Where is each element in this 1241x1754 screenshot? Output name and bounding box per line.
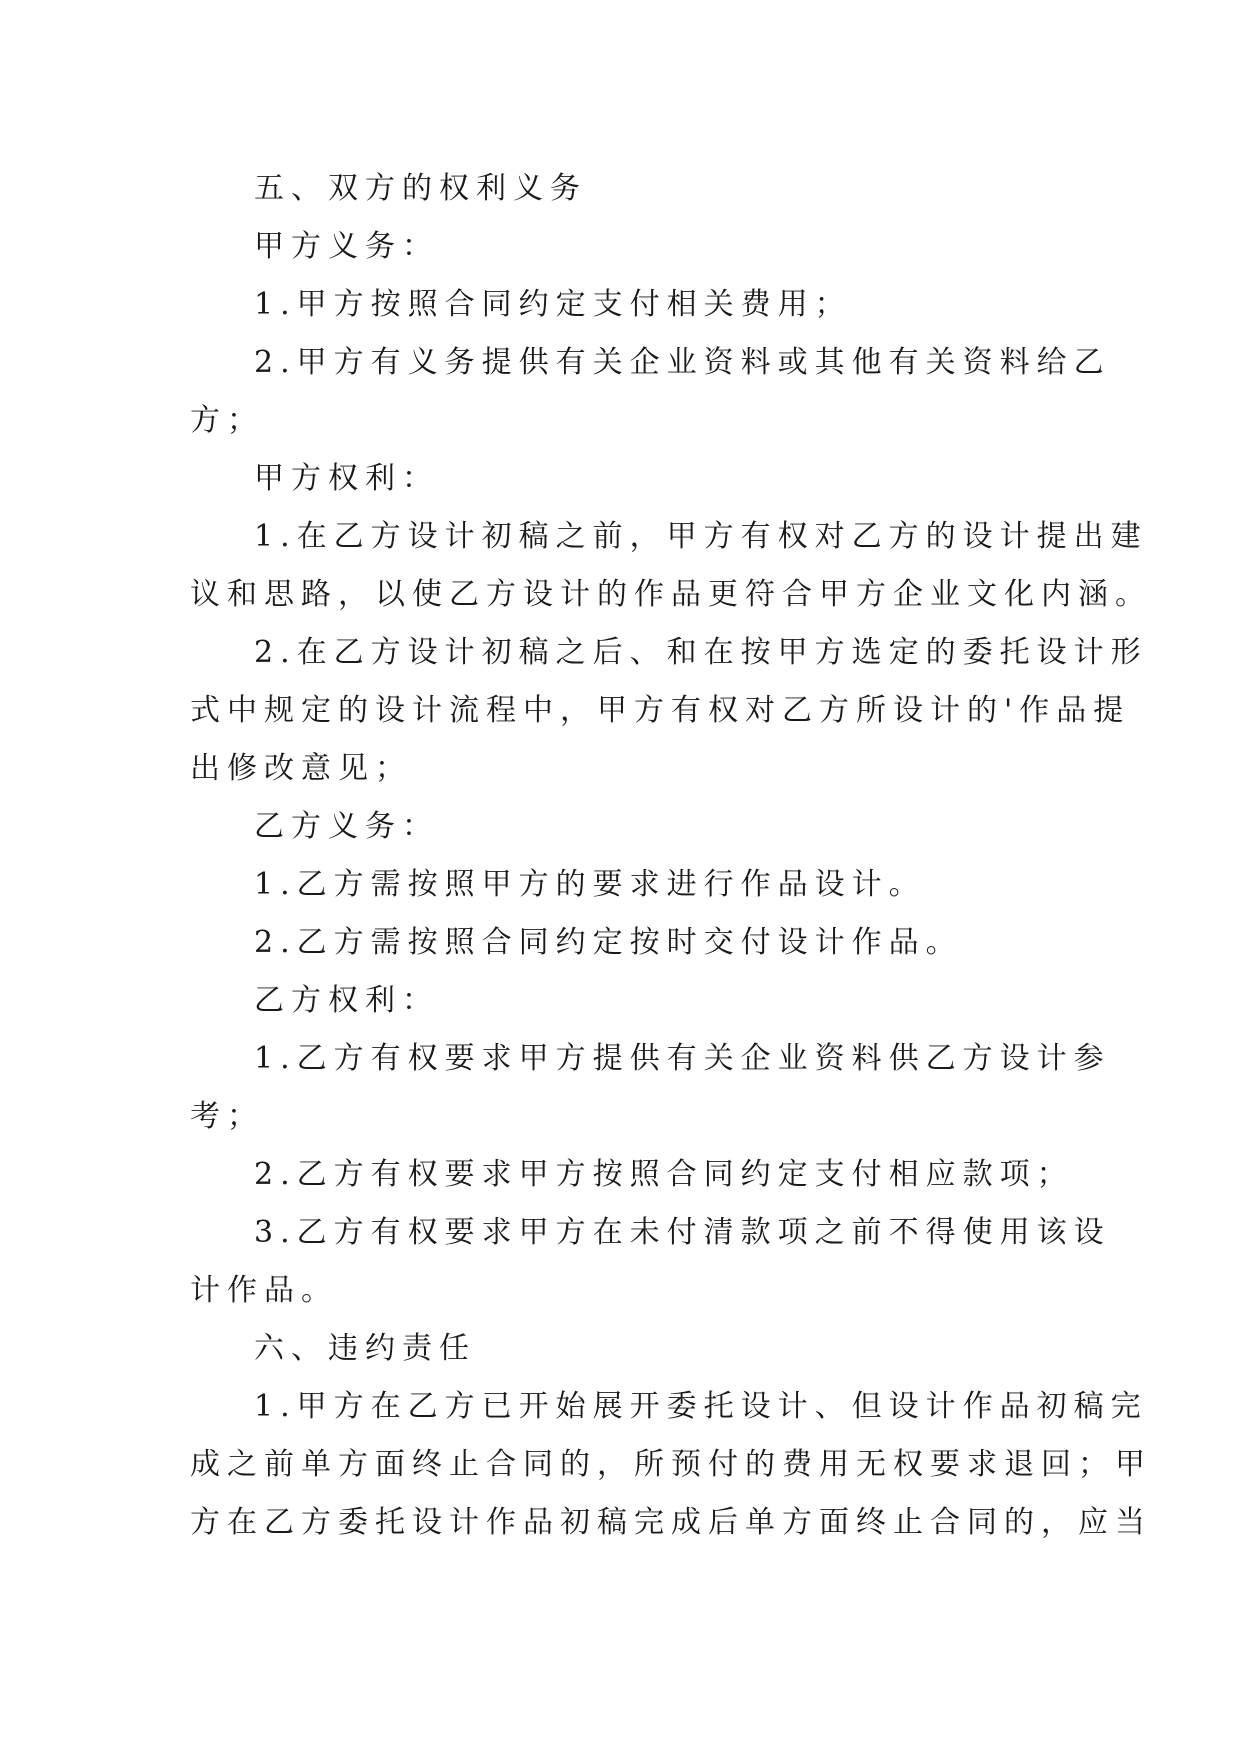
paragraph-line: 式中规定的设计流程中，甲方有权对乙方所设计的'作品提 [190,693,1131,728]
paragraph-line: 1.乙方有权要求甲方提供有关企业资料供乙方设计参 [254,1041,1111,1076]
subheading-party-b-rights: 乙方权利： [254,983,439,1018]
paragraph-line: 方； [190,403,264,438]
paragraph-line: 1.甲方在乙方已开始展开委托设计、但设计作品初稿完 [254,1389,1148,1424]
paragraph-line: 考； [190,1099,264,1134]
section-heading-breach-liability: 六、违约责任 [254,1331,476,1366]
document-body [190,160,1152,1552]
section-heading-rights-obligations: 五、双方的权利义务 [254,171,587,206]
paragraph-line: 计作品。 [190,1273,338,1308]
paragraph-line: 2.乙方需按照合同约定按时交付设计作品。 [254,925,963,960]
subheading-party-b-obligations: 乙方义务： [254,809,439,844]
paragraph-line: 成之前单方面终止合同的，所预付的费用无权要求退回；甲 [190,1447,1152,1482]
subheading-party-a-obligations: 甲方义务： [254,229,439,264]
paragraph-line: 1.甲方按照合同约定支付相关费用； [254,287,852,322]
paragraph-line: 2.甲方有义务提供有关企业资料或其他有关资料给乙 [254,345,1111,380]
paragraph-line: 议和思路，以使乙方设计的作品更符合甲方企业文化内涵。 [190,577,1152,612]
paragraph-line: 2.在乙方设计初稿之后、和在按甲方选定的委托设计形 [254,635,1148,670]
paragraph-line: 1.在乙方设计初稿之前，甲方有权对乙方的设计提出建 [254,519,1148,554]
paragraph-line: 方在乙方委托设计作品初稿完成后单方面终止合同的，应当 [190,1505,1152,1540]
paragraph-line: 1.乙方需按照甲方的要求进行作品设计。 [254,867,926,902]
paragraph-line: 2.乙方有权要求甲方按照合同约定支付相应款项； [254,1157,1074,1192]
subheading-party-a-rights: 甲方权利： [254,461,439,496]
paragraph-line: 3.乙方有权要求甲方在未付清款项之前不得使用该设 [254,1215,1111,1250]
paragraph-line: 出修改意见； [190,751,412,786]
